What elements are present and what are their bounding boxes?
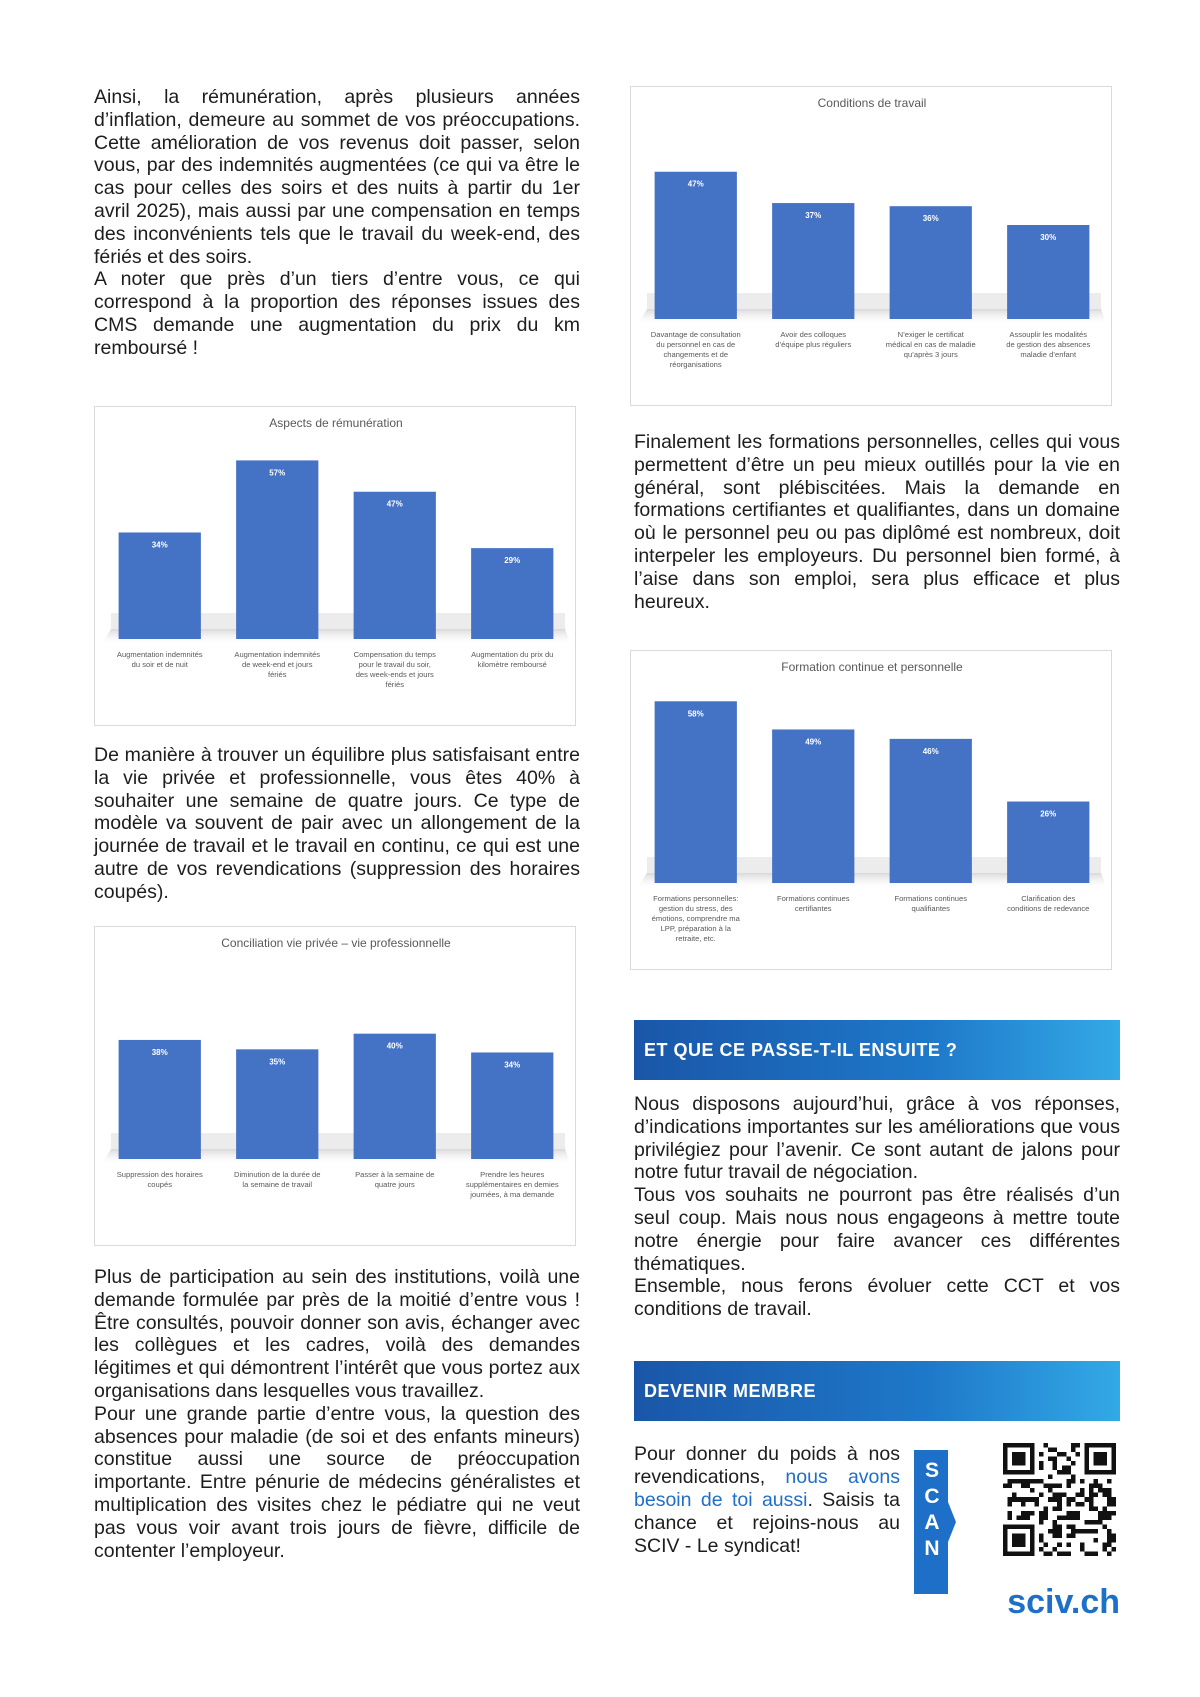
website-url[interactable]: sciv.ch	[1007, 1583, 1120, 1621]
chart-data-label: 40%	[386, 1041, 403, 1051]
scan-letter: A	[924, 1511, 940, 1534]
chart-conditions	[630, 86, 1112, 406]
chart-data-label: 47%	[386, 499, 403, 509]
qr-code-icon[interactable]	[1003, 1443, 1116, 1556]
chart-category-label: Compensation du temps pour le travail du soir, des week-ends et jours fériés	[353, 650, 436, 689]
chart-bar	[354, 492, 436, 639]
chart-category-label: Diminution de la durée de la semaine de travail	[233, 1170, 321, 1189]
paragraph: Nous disposons aujourd’hui, grâce à vos réponses, d’indications importantes sur les améliorations que vous privilégiez pour l’avenir. Ce sont autant de jalons pour notre futur travail de négociation.	[634, 1093, 1120, 1184]
chart-data-label: 30%	[1040, 233, 1057, 242]
paragraph: Ainsi, la rémunération, après plusieurs années d’inflation, demeure au sommet de vos préoccupations. Cette amélioration de vos revenus doit passer, selon vous, par des indemnités augmentées (ce qui va être le cas pour celles des soirs et des nuits à partir du 1er avril 2025), mais aussi par une compensation en temps des inconvénients tels que le travail du week-end, des fériés et des soirs.	[94, 86, 580, 268]
text-block-conciliation	[94, 744, 580, 904]
section-title: ET QUE CE PASSE-T-IL ENSUITE ?	[644, 1039, 958, 1060]
chart-svg	[631, 87, 1113, 407]
chart-category-label: Augmentation indemnités de week-end et jours fériés	[234, 650, 321, 679]
scan-letter: C	[924, 1485, 940, 1508]
chart-data-label: 34%	[504, 1060, 521, 1070]
paragraph: A noter que près d’un tiers d’entre vous, ce qui correspond à la proportion des réponses issues des CMS demande une augmentation du prix du km remboursé !	[94, 268, 580, 359]
text-block-participation	[94, 1266, 580, 1562]
chart-bar	[890, 739, 972, 883]
scan-letter	[914, 1458, 950, 1562]
chart-category-label: Assouplir les modalités de gestion des absences maladie d’enfant	[1006, 330, 1091, 359]
chart-category-label: Passer à la semaine de quatre jours	[355, 1170, 435, 1189]
text-block-remuneration	[94, 86, 580, 360]
chart-bar	[119, 1040, 201, 1159]
chart-bar	[772, 729, 854, 883]
chart-data-label: 26%	[1040, 809, 1057, 819]
section-heading-membership	[634, 1361, 1120, 1421]
chart-data-label: 36%	[922, 214, 939, 224]
paragraph: Tous vos souhaits ne pourront pas être réalisés d’un seul coup. Mais nous nous engageons à mettre toute notre énergie pour faire avancer ces différentes thématiques.	[634, 1184, 1120, 1275]
chart-bar	[236, 460, 318, 639]
chart-bar	[354, 1034, 436, 1159]
chart-data-label: 29%	[504, 556, 521, 566]
chart-category-label: Suppression des horaires coupés	[116, 1170, 203, 1189]
chart-data-label: 38%	[151, 1047, 168, 1057]
chart-title: Conditions de travail	[817, 96, 927, 110]
chart-category-label: Davantage de consultation du personnel en cas de changements et de réorganisations	[650, 330, 741, 369]
chart-bar	[772, 203, 854, 319]
chart-category-label: Avoir des colloques d’équipe plus réguliers	[775, 330, 852, 349]
paragraph: Ensemble, nous ferons évoluer cette CCT et vos conditions de travail.	[634, 1275, 1120, 1321]
chart-svg	[95, 927, 577, 1247]
paragraph: Pour une grande partie d’entre vous, la question des absences pour maladie (de soi et des enfants mineurs) constitue aussi une source de préoccupation importante. Entre pénurie de médecins généralistes et multiplication des visites chez le pédiatre qui ne veut pas vous voir avant trois jours de fièvre, difficile de contenter l’employeur.	[94, 1402, 580, 1562]
chart-bar	[655, 172, 737, 319]
chart-data-label: 46%	[922, 746, 939, 756]
scan-letter: S	[924, 1459, 939, 1482]
chart-data-label: 47%	[687, 179, 704, 189]
chart-data-label: 58%	[687, 709, 704, 719]
chart-formation	[630, 650, 1112, 970]
chart-category-label: Augmentation du prix du kilomètre remboursé	[471, 650, 554, 669]
chart-data-label: 57%	[269, 468, 286, 478]
chart-data-label: 37%	[805, 211, 822, 221]
chart-bar	[655, 701, 737, 883]
chart-title: Formation continue et personnelle	[781, 660, 963, 674]
text-block-formation	[634, 431, 1120, 613]
chart-svg	[631, 651, 1113, 971]
member-text-end: . Saisis ta chance et rejoins-nous au SCIV - Le syndicat!	[634, 1489, 900, 1557]
chart-category-label: Prendre les heures supplémentaires en demies journées, à ma demande	[465, 1170, 559, 1199]
chart-category-label: Clarification des conditions de redevance	[1007, 894, 1090, 913]
chart-category-label: Formations continues qualifiantes	[894, 894, 968, 913]
scan-letter: N	[924, 1537, 940, 1560]
paragraph: Finalement les formations personnelles, celles qui vous permettent d’être un peu mieux outillés pour la vie en général, sont plébiscitées. Mais la demande en formations certifiantes et qualifiantes, dans un domaine où le personnel peu ou pas diplômé est nombreux, doit interpeler les employeurs. Du personnel bien formé, à l’aise dans son emploi, sera plus efficace et plus heureux.	[634, 431, 1120, 613]
scan-label	[914, 1458, 950, 1562]
chart-svg	[95, 407, 577, 727]
chart-category-label: Augmentation indemnités du soir et de nuit	[116, 650, 203, 669]
paragraph: De manière à trouver un équilibre plus satisfaisant entre la vie privée et professionnelle, vous êtes 40% à souhaiter une semaine de quatre jours. Ce type de modèle va souvent de pair avec un allongement de la journée de travail et le travail en continu, ce qui est une autre de vos revendications (suppression des horaires coupés).	[94, 744, 580, 903]
chart-category-label: N’exiger le certificat médical en cas de maladie qu’après 3 jours	[885, 330, 976, 359]
scan-tag-icon	[914, 1450, 956, 1594]
chart-conciliation	[94, 926, 576, 1246]
chart-title: Aspects de rémunération	[269, 416, 403, 430]
chart-remuneration	[94, 406, 576, 726]
chart-data-label: 34%	[151, 540, 168, 550]
section-heading-next-steps	[634, 1020, 1120, 1080]
text-block-next-steps	[634, 1093, 1120, 1321]
section-title: DEVENIR MEMBRE	[644, 1380, 817, 1401]
chart-category-label: Formations personnelles: gestion du stress, des émotions, comprendre ma LPP, préparation à la retraite, etc.	[651, 894, 740, 943]
membership-text	[634, 1443, 900, 1558]
member-link[interactable]: nous avons besoin de toi aussi	[634, 1466, 900, 1511]
chart-data-label: 49%	[805, 737, 822, 747]
member-text-start: Pour donner du poids à nos revendications,	[634, 1443, 900, 1488]
chart-category-label: Formations continues certifiantes	[776, 894, 850, 913]
chart-data-label: 35%	[269, 1057, 286, 1067]
chart-title: Conciliation vie privée – vie professionnelle	[221, 936, 451, 950]
paragraph: Plus de participation au sein des institutions, voilà une demande formulée par près de la moitié d’entre vous ! Être consultés, pouvoir donner son avis, échanger avec les collègues et les cadres, voilà des demandes légitimes et qui démontrent l’intérêt que vous portez aux organisations dans lesquelles vous travaillez.	[94, 1266, 580, 1402]
